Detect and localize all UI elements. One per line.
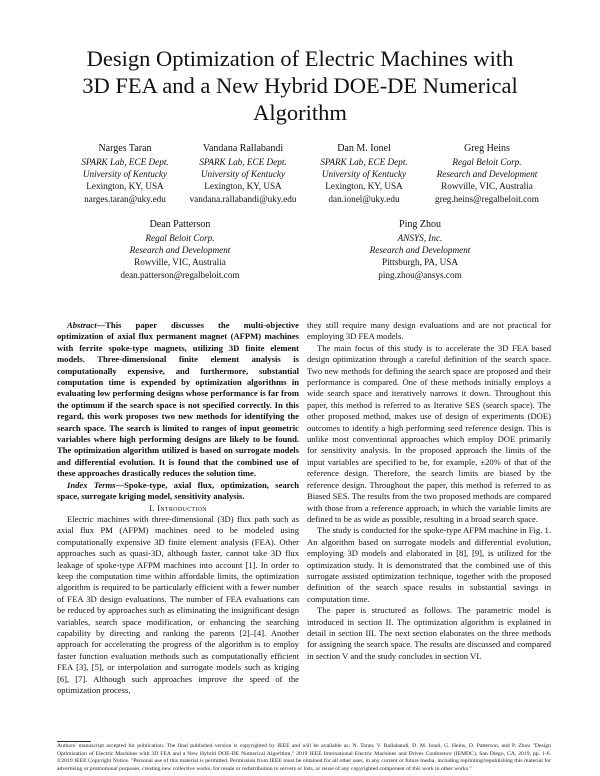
author-block-patterson — [110, 218, 250, 281]
author-org: University of Kentucky — [82, 169, 168, 180]
author-location: Rowville, VIC, Australia — [441, 181, 533, 192]
copyright-footnote: Authors' manuscript accepted for publication. The final published version is copyrighted by IEEE and will be available as: N. Taran, V. Rallabandi, D. M. Ionel, G. Heins, D. Patterson, and P. Zhou "Design Optimization of Electric Machines with 3D FEA and a New Hybrid DOE-DE Numerical Algorithm," 2019 IEEE International Electric Machines and Drives Conference (IEMDC), San Diego, CA, 2019, pp. 1-6. ©2019 IEEE Copyright Notice. "Personal use of this material is permitted. Permission from IEEE must be obtained for all other uses, in any current or future media, including reprinting/republishing this material for advertising or promotional purposes, creating new collective works, for resale or redistribution to servers or lists, or reuse of any copyrighted component of this work in other works." — [57, 743, 551, 772]
author-lab: Regal Beloit Corp. — [145, 233, 215, 243]
left-column — [57, 320, 299, 696]
author-org: University of Kentucky — [200, 169, 286, 180]
footnote-rule — [57, 741, 91, 742]
author-email: vandana.rallabandi@uky.edu — [189, 193, 297, 204]
author-name: Ping Zhou — [399, 219, 441, 230]
author-lab: ANSYS, Inc. — [397, 233, 443, 243]
author-name: Dan M. Ionel — [337, 143, 391, 154]
intro-paragraph-2: The main focus of this study is to accelerate the 3D FEA based design optimization through a careful definition of the search space. Two new methods for defining the search space are proposed and their performance is compared. One of these methods initially employs a wide search space and iteratively narrows it down. Throughout this paper, this method is referred to as Iterative SES (search space). The other proposed method, makes use of design of experiments (DOE) outcomes to identify a high performing seed reference design. This is unlike most conventional approaches which employ DOE primarily for sensitivity analysis. In the proposed approach the limits of the input variables are specified to be, for example, ±20% of that of the reference design. Therefore, the search limits are biased by the reference design. Throughout the paper, this method is referred to as Biased SES. The results from the two proposed methods are compared with those from a reference approach, in which the variable limits are defined to be as wide as possible, resulting in a broad search space. — [307, 342, 551, 524]
author-location: Rowville, VIC, Australia — [134, 257, 226, 268]
section-heading-introduction: I. Introduction — [149, 502, 207, 513]
author-block-ionel — [304, 142, 424, 205]
author-block-taran — [65, 142, 185, 205]
index-terms-label: Index Terms — [67, 479, 116, 490]
author-org: Research and Development — [369, 245, 471, 256]
intro-paragraph-1-continued: they still require many design evaluations and are not practical for employing 3D FEA models. — [307, 320, 551, 342]
intro-paragraph-4: The paper is structured as follows. The parametric model is introduced in section II. The optimization algorithm is explained in detail in section III. The next section elaborates on the three methods for assigning the search space. The results are discussed and compared in section V and the study concludes in section VI. — [307, 605, 551, 661]
abstract-label: Abstract — [67, 320, 97, 330]
author-org: Research and Development — [436, 169, 538, 180]
paper-title — [40, 45, 560, 126]
author-email: dan.ionel@uky.edu — [328, 193, 400, 204]
author-name: Vandana Rallabandi — [202, 143, 284, 154]
title-line-2: 3D FEA and a New Hybrid DOE-DE Numerical — [82, 73, 518, 98]
author-location: Lexington, KY, USA — [86, 181, 164, 192]
author-location: Pittsburgh, PA, USA — [381, 257, 459, 268]
index-terms — [57, 480, 299, 503]
author-email: narges.taran@uky.edu — [84, 193, 166, 204]
index-terms-text: —Spoke-type, axial flux, optimization, search space, surrogate kriging model, sensitivity analysis. — [57, 479, 299, 502]
author-lab: SPARK Lab, ECE Dept. — [320, 157, 408, 167]
author-email: greg.heins@regalbeloit.com — [435, 193, 539, 204]
author-lab: SPARK Lab, ECE Dept. — [199, 157, 287, 167]
author-lab: Regal Beloit Corp. — [452, 157, 522, 167]
author-name: Dean Patterson — [149, 219, 211, 230]
abstract-text: —This paper discusses the multi-objective optimization of axial flux permanent magnet (AFPM) machines with ferrite spoke-type magnets, utilizing 3D finite element models. Three-dimensional finite element analysis is computationally expensive, and furthermore, substantial computation time is expended by optimization algorithms in evaluating low performing designs whose performance is far from the optimum if the search space is not specified correctly. In this regard, this work proposes two new methods for identifying the search space. The search is limited to ranges of input geometric variables where high performing designs are likely to be found. The optimization algorithm utilized is based on surrogate models and differential evolution. It is found that the combined use of these approaches drastically reduces the solution time. — [57, 320, 299, 479]
intro-paragraph-1: Electric machines with three-dimensional (3D) flux path such as axial flux PM (AFPM) machines need to be modeled using computationally expensive 3D finite element analysis (FEA). Other approaches such as quasi-3D, although faster, cannot take 3D flux leakage of spoke-type AFPM machines into account [1]. In order to keep the computation time within affordable limits, the optimization algorithm is required to be particularly efficient with a fewer number of FEA 3D design evaluations. The number of FEA evaluations can be reduced by approaches such as eliminating the insignificant design variables, search space modification, or enhancing the searching capability by directing and ranking the parents [2]–[4]. Another approach for accelerating the progress of the algorithm is to employ faster function evaluation methods such as computationally efficient FEA [3], [5], or interpolation and surrogate models such as kriging [6], [7]. Although such approaches improve the speed of the optimization process, — [57, 513, 299, 695]
author-email: dean.patterson@regalbeloit.com — [120, 269, 240, 280]
author-location: Lexington, KY, USA — [325, 181, 403, 192]
abstract — [57, 320, 299, 480]
intro-paragraph-3: The study is conducted for the spoke-type AFPM machine in Fig. 1. An algorithm based on surrogate models and differential evolution, employing 3D models and elaborated in [8], [9], is utilized for the optimization study. It is demonstrated that the combined use of this surrogate assisted optimization technique, together with the proposed definition of the search space results in substantial savings in computation time. — [307, 525, 551, 604]
author-location: Lexington, KY, USA — [204, 181, 282, 192]
author-lab: SPARK Lab, ECE Dept. — [81, 157, 169, 167]
author-name: Narges Taran — [98, 143, 152, 154]
author-block-zhou — [350, 218, 490, 281]
author-name: Greg Heins — [464, 143, 510, 154]
author-block-heins — [421, 142, 553, 205]
author-org: Research and Development — [129, 245, 231, 256]
title-line-1: Design Optimization of Electric Machines with — [86, 46, 514, 71]
author-org: University of Kentucky — [321, 169, 407, 180]
author-block-rallabandi — [178, 142, 308, 205]
author-email: ping.zhou@ansys.com — [378, 269, 462, 280]
title-line-3: Algorithm — [253, 100, 347, 125]
right-column — [307, 320, 551, 662]
